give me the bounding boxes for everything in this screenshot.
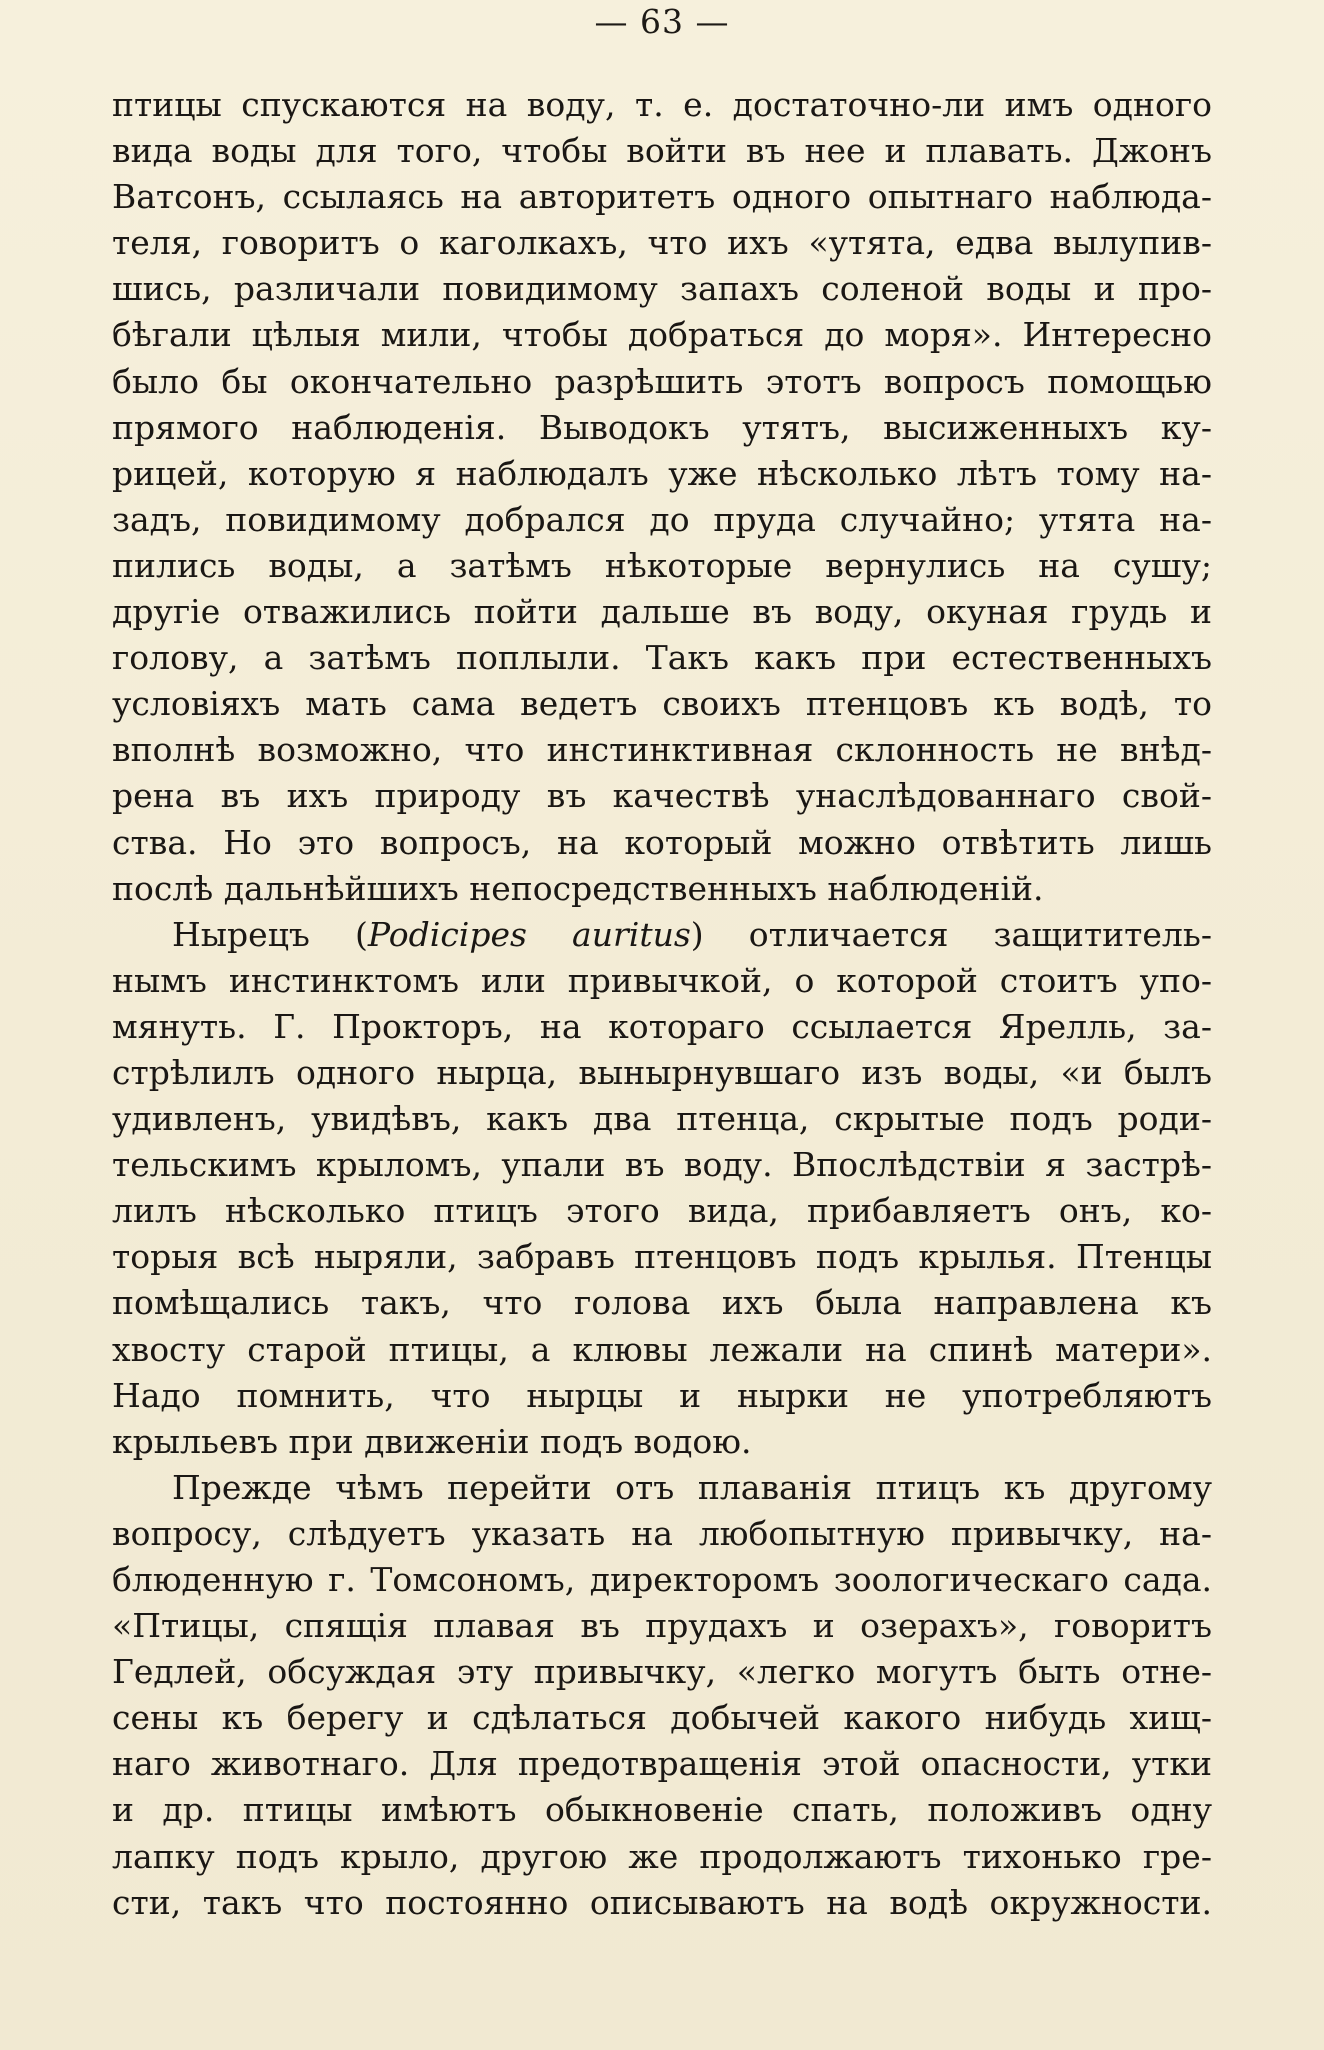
text-line: Гедлей, обсуждая эту привычку, «легко могутъ быть отне- bbox=[112, 1652, 1212, 1692]
text-line: Прежде чѣмъ перейти отъ плаванія птицъ къ другому bbox=[172, 1467, 1212, 1507]
text-line: задъ, повидимому добрался до пруда случайно; утята на- bbox=[112, 499, 1212, 539]
text-line: тельскимъ крыломъ, упали въ воду. Впослѣдствіи я застрѣ- bbox=[112, 1145, 1212, 1185]
text-line: блюденную г. Томсономъ, директоромъ зоологическаго сада. bbox=[112, 1560, 1212, 1599]
text-line: было бы окончательно разрѣшить этотъ вопросъ помощью bbox=[112, 361, 1212, 401]
text-line: другіе отважились пойти дальше въ воду, окуная грудь и bbox=[112, 592, 1212, 632]
text-line: вида воды для того, чтобы войти въ нее и плавать. Джонъ bbox=[112, 131, 1212, 171]
text-line: теля, говоритъ о каголкахъ, что ихъ «утята, едва вылупив- bbox=[112, 223, 1212, 263]
text-line: рицей, которую я наблюдалъ уже нѣсколько лѣтъ тому на- bbox=[112, 453, 1212, 493]
text-line: крыльевъ при движеніи подъ водою. bbox=[112, 1421, 752, 1461]
text-line: бѣгали цѣлыя мили, чтобы добраться до моря». Интересно bbox=[112, 315, 1212, 355]
page-number: — 63 — bbox=[594, 2, 730, 41]
text-line: Ватсонъ, ссылаясь на авторитетъ одного опытнаго наблюда- bbox=[112, 177, 1212, 217]
paragraph-1 bbox=[112, 82, 1212, 912]
text-line: лилъ нѣсколько птицъ этого вида, прибавляетъ онъ, ко- bbox=[112, 1191, 1212, 1231]
paragraph-3 bbox=[112, 1465, 1212, 1926]
text-line: вопросу, слѣдуетъ указать на любопытную привычку, на- bbox=[112, 1513, 1212, 1553]
text-line: торыя всѣ ныряли, забравъ птенцовъ подъ крылья. Птенцы bbox=[112, 1237, 1212, 1277]
text-line: стрѣлилъ одного нырца, вынырнувшаго изъ воды, «и былъ bbox=[112, 1052, 1212, 1092]
text-line: голову, а затѣмъ поплыли. Такъ какъ при естественныхъ bbox=[112, 638, 1212, 678]
body-text bbox=[112, 82, 1212, 1926]
text-line: пились воды, а затѣмъ нѣкоторые вернулись на сушу; bbox=[112, 545, 1212, 585]
text-line: Надо помнить, что нырцы и нырки не употребляютъ bbox=[112, 1375, 1212, 1415]
text-line: послѣ дальнѣйшихъ непосредственныхъ наблюденій. bbox=[112, 868, 1044, 908]
text-line: вполнѣ возможно, что инстинктивная склонность не внѣд- bbox=[112, 730, 1212, 770]
text-line: помѣщались такъ, что голова ихъ была направлена къ bbox=[112, 1283, 1212, 1323]
text-line: сти, такъ что постоянно описываютъ на водѣ окружности. bbox=[112, 1882, 1212, 1922]
text-line: рена въ ихъ природу въ качествѣ унаслѣдованнаго свой- bbox=[112, 776, 1212, 816]
text-line: ства. Но это вопросъ, на который можно отвѣтить лишь bbox=[112, 822, 1212, 862]
text-line: шись, различали повидимому запахъ соленой воды и про- bbox=[112, 269, 1212, 309]
text-line: «Птицы, спящія плавая въ прудахъ и озерахъ», говоритъ bbox=[112, 1606, 1212, 1646]
text-line: наго животнаго. Для предотвращенія этой опасности, утки bbox=[112, 1744, 1212, 1784]
text-line: хвосту старой птицы, а клювы лежали на спинѣ матери». bbox=[112, 1329, 1212, 1369]
text-line: Нырецъ (Podicipes auritus) отличается защититель- bbox=[172, 914, 1212, 954]
text-line: мянуть. Г. Прокторъ, на котораго ссылается Ярелль, за- bbox=[112, 1006, 1212, 1046]
text-line: и др. птицы имѣютъ обыкновеніе спать, положивъ одну bbox=[112, 1790, 1212, 1830]
text-line: сены къ берегу и сдѣлаться добычей какого нибудь хищ- bbox=[112, 1698, 1212, 1738]
text-line: птицы спускаются на воду, т. е. достаточно-ли имъ одного bbox=[112, 85, 1212, 124]
text-line: нымъ инстинктомъ или привычкой, о которой стоитъ упо- bbox=[112, 960, 1212, 1000]
text-line: прямого наблюденія. Выводокъ утятъ, высиженныхъ ку- bbox=[112, 407, 1212, 447]
text-line: лапку подъ крыло, другою же продолжаютъ тихонько гре- bbox=[112, 1836, 1212, 1876]
text-line: условіяхъ мать сама ведетъ своихъ птенцовъ къ водѣ, то bbox=[112, 684, 1212, 724]
text-line: удивленъ, увидѣвъ, какъ два птенца, скрытые подъ роди- bbox=[112, 1099, 1212, 1139]
paragraph-2 bbox=[112, 912, 1212, 1465]
